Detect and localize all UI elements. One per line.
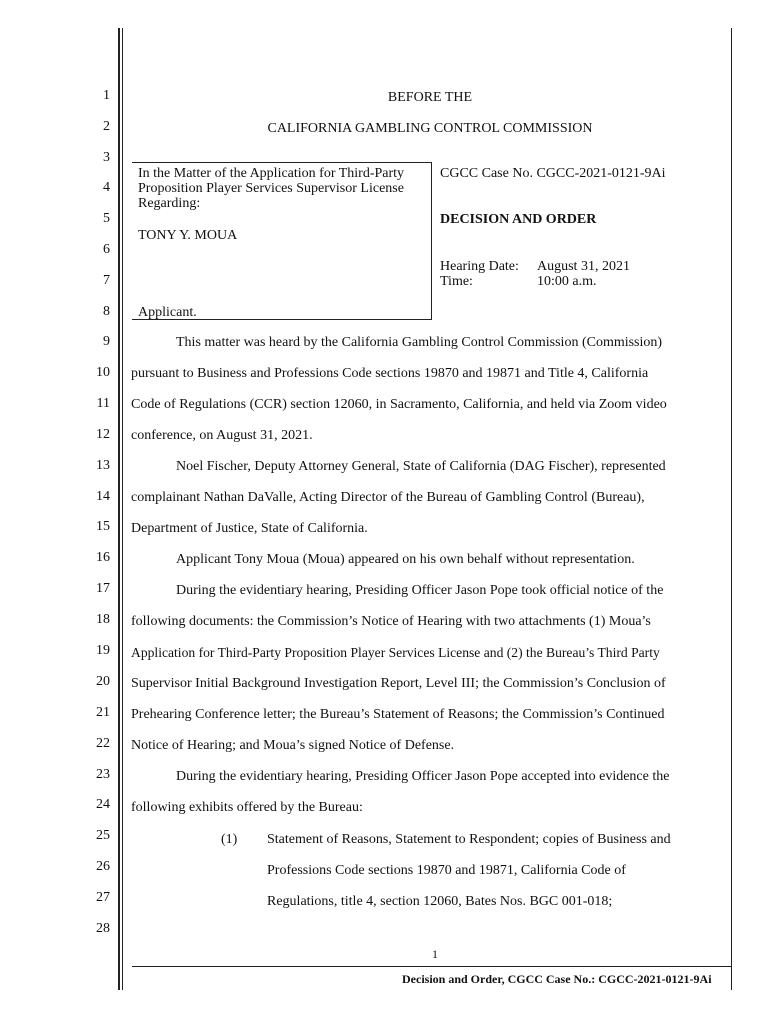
- body-line: This matter was heard by the California Gambling Control Commission (Commission): [176, 335, 663, 350]
- body-line: Noel Fischer, Deputy Attorney General, State of California (DAG Fischer), represented: [176, 459, 666, 474]
- left-margin-rule-outer: [118, 28, 120, 990]
- exhibit-line: Statement of Reasons, Statement to Respondent; copies of Business and: [267, 832, 671, 847]
- footer-title: Decision and Order, CGCC Case No.: CGCC-2021-0121-9Ai: [402, 972, 712, 986]
- body-line: following documents: the Commission’s Notice of Hearing with two attachments (1) Moua’s: [131, 614, 651, 629]
- line-number: 10: [96, 365, 110, 380]
- body-line: Prehearing Conference letter; the Bureau’s Statement of Reasons; the Commission’s Continued: [131, 707, 665, 722]
- line-number: 11: [96, 396, 110, 411]
- line-number: 9: [103, 334, 110, 349]
- page-number: 1: [432, 947, 438, 961]
- line-number: 5: [103, 211, 110, 226]
- line-number: 22: [96, 736, 110, 751]
- line-number: 4: [103, 180, 110, 195]
- line-number: 15: [96, 519, 110, 534]
- line-number: 14: [96, 489, 110, 504]
- line-number: 12: [96, 427, 110, 442]
- body-line: following exhibits offered by the Bureau:: [131, 800, 363, 815]
- line-number: 23: [96, 767, 110, 782]
- body-line: conference, on August 31, 2021.: [131, 428, 313, 443]
- body-line: Notice of Hearing; and Moua’s signed Notice of Defense.: [131, 738, 455, 753]
- exhibit-line: Professions Code sections 19870 and 19871, California Code of: [267, 863, 626, 878]
- caption-matter-line: Proposition Player Services Supervisor License: [138, 181, 404, 196]
- header-before-the: BEFORE THE: [387, 90, 473, 105]
- body-line: During the evidentiary hearing, Presiding Officer Jason Pope took official notice of the: [176, 583, 664, 598]
- line-number: 1: [103, 88, 110, 103]
- line-numbers: [0, 0, 110, 1024]
- body-line: During the evidentiary hearing, Presiding Officer Jason Pope accepted into evidence the: [176, 769, 670, 784]
- line-number: 24: [96, 797, 110, 812]
- body-line: pursuant to Business and Professions Code sections 19870 and 19871 and Title 4, California: [131, 366, 649, 381]
- line-number: 20: [96, 674, 110, 689]
- line-number: 17: [96, 581, 110, 596]
- applicant-label: Applicant.: [138, 305, 197, 320]
- caption-matter-line: Regarding:: [138, 196, 201, 211]
- body-line: Supervisor Initial Background Investigation Report, Level III; the Commission’s Conclusion of: [131, 676, 666, 691]
- line-number: 26: [96, 859, 110, 874]
- line-number: 27: [96, 890, 110, 905]
- right-margin-rule: [731, 28, 732, 990]
- line-number: 3: [103, 150, 110, 165]
- exhibit-line: Regulations, title 4, section 12060, Bates Nos. BGC 001-018;: [267, 894, 613, 909]
- line-number: 25: [96, 828, 110, 843]
- line-number: 7: [103, 273, 110, 288]
- line-number: 28: [96, 921, 110, 936]
- exhibit-number: (1): [221, 832, 238, 847]
- line-number: 2: [103, 119, 110, 134]
- body-line: Department of Justice, State of California.: [131, 521, 368, 536]
- line-number: 8: [103, 304, 110, 319]
- case-number: CGCC Case No. CGCC-2021-0121-9Ai: [440, 166, 666, 181]
- line-number: 6: [103, 242, 110, 257]
- hearing-date-label: Hearing Date:: [440, 259, 519, 274]
- time-value: 10:00 a.m.: [537, 274, 597, 289]
- line-number: 19: [96, 643, 110, 658]
- body-line: Application for Third-Party Proposition Player Services License and (2) the Bureau’s Third Party: [131, 645, 660, 660]
- line-number: 18: [96, 612, 110, 627]
- time-label: Time:: [440, 274, 473, 289]
- hearing-date-value: August 31, 2021: [537, 259, 630, 274]
- body-line: complainant Nathan DaValle, Acting Director of the Bureau of Gambling Control (Bureau),: [131, 490, 645, 505]
- line-number: 16: [96, 550, 110, 565]
- document-title: DECISION AND ORDER: [440, 212, 597, 227]
- line-number: 21: [96, 705, 110, 720]
- line-number: 13: [96, 458, 110, 473]
- header-commission-name: CALIFORNIA GAMBLING CONTROL COMMISSION: [267, 121, 593, 136]
- left-margin-rule-inner: [122, 28, 123, 990]
- footer-rule: [132, 966, 732, 967]
- body-line: Code of Regulations (CCR) section 12060, in Sacramento, California, and held via Zoom video: [131, 397, 667, 412]
- body-line: Applicant Tony Moua (Moua) appeared on his own behalf without representation.: [176, 552, 635, 567]
- applicant-name: TONY Y. MOUA: [138, 228, 238, 243]
- caption-matter-line: In the Matter of the Application for Third-Party: [138, 166, 405, 181]
